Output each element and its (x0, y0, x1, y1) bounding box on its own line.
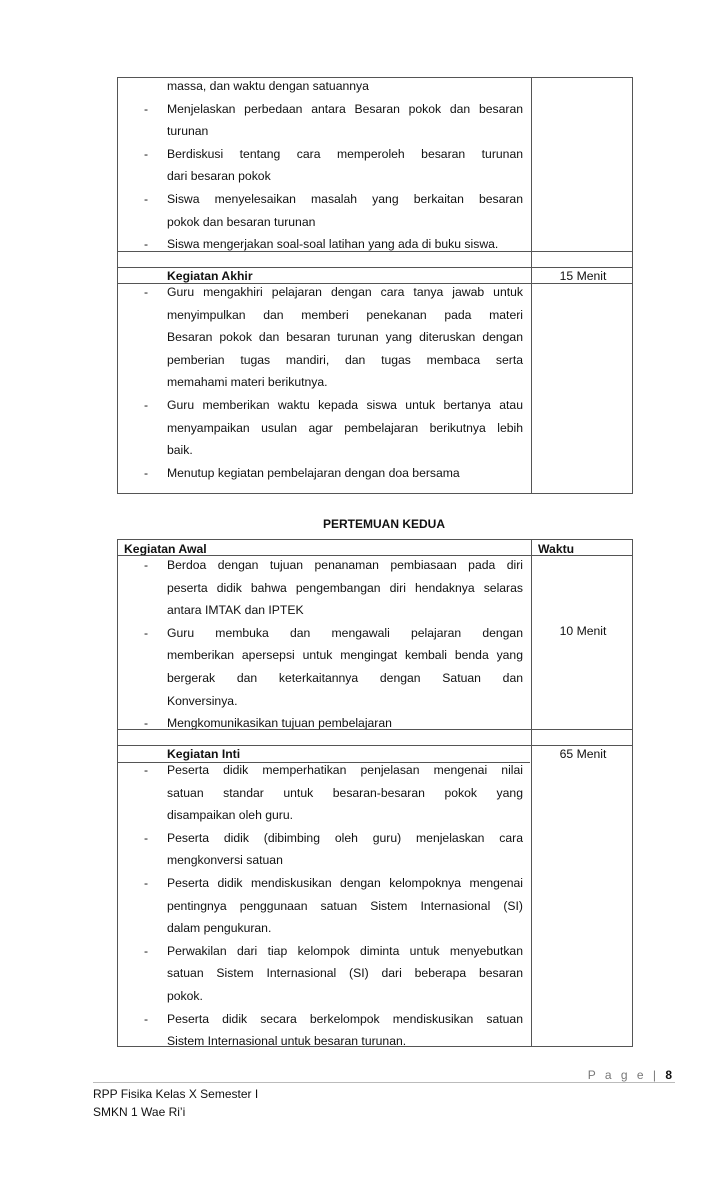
list-item (118, 1010, 531, 1028)
bullet-dash: - (144, 876, 149, 890)
bullet-dash: - (144, 285, 149, 299)
kegiatan-inti-time: 65 Menit (559, 747, 607, 761)
bullet-dash: - (144, 716, 149, 731)
kegiatan-akhir-heading: Kegiatan Akhir (167, 269, 253, 283)
list-item (118, 328, 531, 346)
column-divider (531, 540, 532, 1046)
bullet-dash: - (144, 830, 149, 845)
list-item (118, 373, 531, 391)
list-item (118, 829, 531, 847)
list-item (118, 283, 531, 301)
row-divider (118, 251, 632, 252)
list-item-text: Peserta didik memperhatikan penjelasan mengenai nilai (167, 763, 523, 777)
list-item-text: Besaran pokok dan besaran turunan yang diteruskan dengan (167, 330, 523, 345)
list-item-text: mengkonversi satuan (167, 853, 283, 868)
list-item (118, 692, 531, 710)
list-item (118, 874, 531, 892)
bullet-dash: - (144, 763, 149, 777)
waktu-heading: Waktu (538, 542, 575, 556)
list-item (118, 964, 531, 982)
list-item-text: satuan standar untuk besaran-besaran pokok yang (167, 785, 523, 800)
list-item-text: Guru memberikan waktu kepada siswa untuk bertanya atau (167, 398, 523, 412)
list-item (118, 396, 531, 414)
page-label: P a g e | (587, 1068, 659, 1082)
list-item (118, 624, 531, 642)
list-item (118, 419, 531, 437)
list-item-text: Peserta didik (dibimbing oleh guru) menjelaskan cara (167, 830, 523, 845)
list-item (118, 145, 531, 163)
list-item-text: massa, dan waktu dengan satuannya (167, 79, 369, 93)
list-item-text: Peserta didik secara berkelompok mendiskusikan satuan (167, 1011, 523, 1026)
column-divider (531, 78, 532, 493)
list-item (118, 167, 531, 185)
list-item (118, 669, 531, 687)
bullet-dash: - (144, 192, 149, 206)
list-item-text: menyampaikan usulan agar pembelajaran berikutnya lebih (167, 420, 523, 435)
list-item-text: Mengkomunikasikan tujuan pembelajaran (167, 716, 392, 731)
row-divider (118, 729, 632, 730)
list-item-text: disampaikan oleh guru. (167, 808, 294, 823)
list-item-text: bergerak dan keterkaitannya dengan Satuan dan (167, 671, 523, 685)
list-item-text: Guru mengakhiri pelajaran dengan cara tanya jawab untuk (167, 285, 523, 299)
list-item-text: Guru membuka dan mengawali pelajaran dengan (167, 625, 523, 640)
list-item-text: Konversinya. (167, 693, 238, 708)
list-item (118, 942, 531, 960)
list-item-text: pentingnya penggunaan satuan Sistem Internasional (SI) (167, 898, 523, 913)
list-item (118, 579, 531, 597)
lesson-table-pertemuan-kedua (117, 539, 633, 1047)
list-item-text: memberikan apersepsi untuk mengingat kembali benda yang (167, 648, 523, 663)
list-item (118, 464, 531, 482)
list-item (118, 919, 531, 937)
list-item (118, 897, 531, 915)
list-item-text: Peserta didik mendiskusikan dengan kelompoknya mengenai (167, 876, 523, 890)
lesson-table-continued (117, 77, 633, 494)
list-item (118, 100, 531, 118)
list-item (118, 987, 531, 1005)
list-item-text: peserta didik bahwa pengembangan diri hendaknya selaras (167, 580, 523, 595)
list-item-text: pokok dan besaran turunan (167, 214, 316, 229)
bullet-dash: - (144, 101, 149, 116)
kegiatan-akhir-time: 15 Menit (559, 269, 607, 283)
list-item-text: pemberian tugas mandiri, dan tugas membaca serta (167, 352, 523, 367)
bullet-dash: - (144, 1011, 149, 1026)
list-item-text: Siswa menyelesaikan masalah yang berkaitan besaran (167, 192, 523, 206)
list-item-text: Berdiskusi tentang cara memperoleh besaran turunan (167, 146, 523, 161)
bullet-dash: - (144, 237, 149, 252)
list-item-text: Berdoa dengan tujuan penanaman pembiasaan pada diri (167, 558, 523, 572)
list-item (118, 646, 531, 664)
list-item (118, 77, 531, 95)
bullet-dash: - (144, 625, 149, 640)
section-title: PERTEMUAN KEDUA (322, 517, 445, 531)
list-item (118, 784, 531, 802)
bullet-dash: - (144, 943, 149, 958)
list-item (118, 556, 531, 574)
footer-divider (93, 1082, 675, 1083)
bullet-dash: - (144, 558, 149, 572)
list-item (118, 306, 531, 324)
list-item (118, 441, 531, 459)
row-divider (118, 745, 632, 746)
list-item (118, 351, 531, 369)
list-item-text: memahami materi berikutnya. (167, 375, 328, 390)
page-number (588, 1068, 672, 1082)
footer-line-2: SMKN 1 Wae Ri’i (93, 1105, 186, 1119)
bullet-dash: - (144, 465, 149, 480)
bullet-dash: - (144, 146, 149, 161)
footer-line-1: RPP Fisika Kelas X Semester I (93, 1087, 259, 1101)
list-item (118, 851, 531, 869)
list-item-text: Siswa mengerjakan soal-soal latihan yang ada di buku siswa. (167, 237, 499, 252)
list-item (118, 761, 531, 779)
list-item-text: Menjelaskan perbedaan antara Besaran pokok dan besaran (167, 101, 523, 116)
bullet-dash: - (144, 398, 149, 412)
page-number-value: 8 (665, 1068, 672, 1082)
list-item (118, 806, 531, 824)
list-item (118, 1032, 531, 1050)
list-item (118, 190, 531, 208)
list-item-text: Menutup kegiatan pembelajaran dengan doa bersama (167, 465, 460, 480)
kegiatan-inti-heading: Kegiatan Inti (167, 747, 241, 761)
list-item-text: Sistem Internasional untuk besaran turunan. (167, 1034, 407, 1049)
list-item (118, 122, 531, 140)
list-item-text: turunan (167, 124, 209, 139)
row-divider (118, 267, 632, 268)
list-item-text: Perwakilan dari tiap kelompok diminta untuk menyebutkan (167, 943, 523, 958)
list-item-text: dari besaran pokok (167, 169, 271, 184)
list-item-text: satuan Sistem Internasional (SI) dari beberapa besaran (167, 966, 523, 981)
list-item (118, 213, 531, 231)
list-item-text: menyimpulkan dan memberi penekanan pada materi (167, 307, 523, 322)
list-item-text: pokok. (167, 989, 203, 1003)
list-item-text: dalam pengukuran. (167, 921, 272, 936)
list-item-text: antara IMTAK dan IPTEK (167, 603, 304, 618)
kegiatan-awal-time: 10 Menit (559, 624, 607, 638)
list-item-text: baik. (167, 443, 193, 458)
list-item (118, 601, 531, 619)
kegiatan-awal-heading: Kegiatan Awal (124, 542, 207, 556)
